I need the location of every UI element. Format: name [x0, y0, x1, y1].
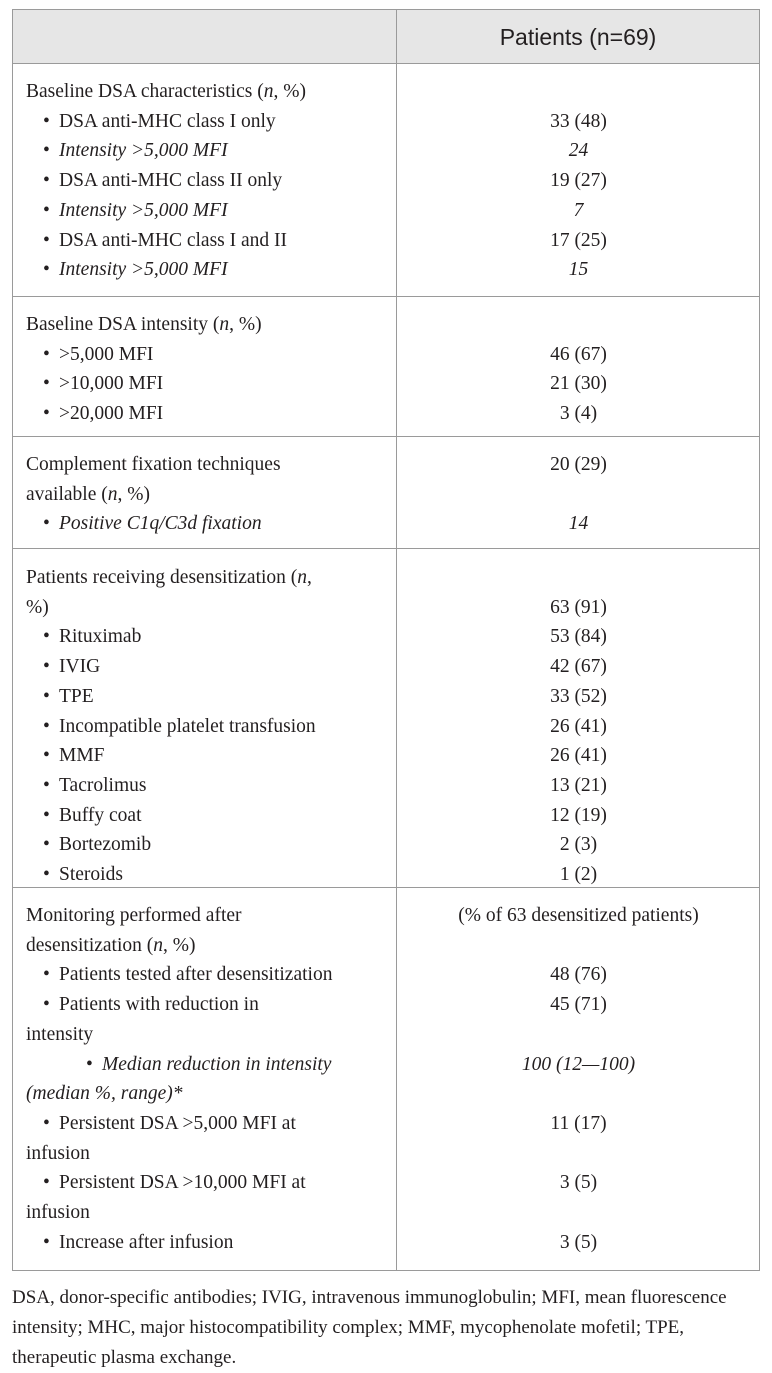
row-label-text: Persistent DSA >5,000 MFI at [59, 1112, 296, 1134]
table-row [13, 310, 759, 339]
row-label-text: infusion [26, 1142, 90, 1164]
table-row [13, 1050, 759, 1079]
table-row [13, 1198, 759, 1227]
row-label [43, 682, 94, 711]
table-row [13, 399, 759, 428]
row-label-text: Persistent DSA >10,000 MFI at [59, 1172, 306, 1194]
row-label-text: Intensity >5,000 MFI [59, 140, 228, 162]
row-label-text: intensity [26, 1023, 94, 1045]
row-label [43, 226, 287, 255]
row-value: 48 (76) [550, 964, 607, 986]
row-label-text: Baseline DSA characteristics ( [26, 81, 264, 102]
row-value: 12 (19) [550, 804, 607, 826]
row-value: 15 [568, 259, 589, 281]
row-label-text: Median reduction in intensity [102, 1053, 332, 1075]
row-label-text: Steroids [59, 864, 123, 885]
bullet-glyph: • [43, 774, 50, 796]
row-label [43, 255, 228, 284]
row-label [43, 399, 163, 428]
bullet-glyph: • [43, 804, 50, 826]
table-row [13, 622, 759, 651]
row-label [43, 830, 151, 859]
row-label [43, 860, 123, 889]
table-section [13, 437, 759, 549]
row-label-italic: n [153, 934, 164, 956]
row-label [26, 480, 150, 509]
table-row [13, 136, 759, 165]
table-section [13, 297, 759, 437]
row-label [43, 166, 282, 195]
row-value: 3 (5) [559, 1231, 598, 1253]
table-row [13, 480, 759, 509]
row-label [26, 310, 262, 339]
bullet-glyph: • [43, 994, 50, 1016]
row-label-text: Intensity >5,000 MFI [59, 259, 228, 281]
table-section [13, 888, 759, 1270]
table-row [13, 682, 759, 711]
bullet-glyph: • [43, 745, 50, 767]
row-label [43, 712, 316, 741]
table-row [13, 107, 759, 136]
row-label-text: Rituximab [59, 626, 142, 648]
row-label [26, 450, 281, 479]
bullet-glyph: • [43, 373, 50, 395]
row-label-end: , %) [273, 81, 306, 102]
bullet-glyph: • [43, 170, 50, 192]
row-value: 26 (41) [550, 715, 607, 737]
row-label-text: >10,000 MFI [59, 373, 164, 395]
table-row [13, 931, 759, 960]
table-footnote [12, 1283, 764, 1373]
row-label [26, 931, 196, 960]
bullet-glyph: • [43, 140, 50, 162]
row-value: 2 (3) [559, 834, 598, 856]
row-label-text: Baseline DSA intensity ( [26, 314, 220, 335]
bullet-glyph: • [43, 964, 50, 986]
row-label-end: , %) [229, 314, 262, 335]
row-label-text: desensitization ( [26, 934, 154, 956]
row-label [43, 1109, 296, 1138]
row-label [26, 77, 306, 106]
table-row [13, 830, 759, 859]
row-label-text: MMF [59, 745, 105, 767]
row-label [26, 563, 312, 592]
row-value: 11 (17) [550, 1112, 607, 1134]
row-label [43, 990, 259, 1019]
row-label [43, 196, 228, 225]
table-section [13, 549, 759, 888]
row-label [43, 509, 262, 538]
data-table [12, 9, 760, 1271]
table-row [13, 226, 759, 255]
row-label-text: infusion [26, 1202, 90, 1223]
row-value: 1 (2) [559, 864, 598, 885]
row-label-text: >5,000 MFI [59, 343, 154, 365]
row-value: 17 (25) [550, 229, 607, 251]
header-cell-empty [13, 10, 397, 63]
row-label [43, 107, 276, 136]
bullet-glyph: • [43, 656, 50, 678]
row-label-text: Patients with reduction in [59, 994, 259, 1016]
bullet-glyph: • [43, 110, 50, 132]
bullet-glyph: • [43, 834, 50, 856]
row-label-text: Tacrolimus [59, 774, 147, 796]
row-value: 100 (12—100) [521, 1053, 636, 1075]
row-label-text: Positive C1q/C3d fixation [59, 513, 262, 535]
row-label [43, 741, 105, 770]
row-label-text: Intensity >5,000 MFI [59, 199, 228, 221]
row-label-text: Complement fixation techniques [26, 454, 281, 475]
row-value: 53 (84) [550, 626, 607, 648]
table-header [13, 10, 759, 64]
table-row [13, 801, 759, 830]
row-label [43, 1228, 233, 1257]
row-value: 63 (91) [550, 596, 607, 618]
row-label-end: , %) [117, 483, 150, 505]
bullet-glyph: • [43, 259, 50, 281]
row-label [43, 652, 100, 681]
table-row [13, 1109, 759, 1138]
row-value: 45 (71) [550, 994, 607, 1016]
row-label-text: Increase after infusion [59, 1231, 234, 1253]
row-value: 3 (4) [559, 403, 598, 425]
footnote-line: therapeutic plasma exchange. [12, 1347, 237, 1368]
bullet-glyph: • [43, 403, 50, 425]
table-row [13, 563, 759, 592]
bullet-glyph: • [43, 199, 50, 221]
footnote-line: intensity; MHC, major histocompatibility complex; MMF, mycophenolate mofetil; TPE, [12, 1317, 685, 1338]
row-label [43, 622, 141, 651]
table-row [13, 741, 759, 770]
table-row [13, 593, 759, 622]
row-label [43, 136, 228, 165]
row-label-text: %) [26, 596, 49, 618]
row-label [43, 771, 146, 800]
table-row [13, 255, 759, 284]
bullet-glyph: • [43, 343, 50, 365]
row-label [43, 1168, 306, 1197]
table-row [13, 166, 759, 195]
table-row [13, 1228, 759, 1257]
row-value: 20 (29) [550, 454, 607, 475]
row-value: 14 [568, 513, 589, 535]
table-row [13, 340, 759, 369]
row-label [26, 1139, 90, 1168]
bullet-glyph: • [43, 864, 50, 885]
table-row [13, 196, 759, 225]
row-label [43, 340, 153, 369]
bullet-glyph: • [43, 229, 50, 251]
row-value: 33 (48) [550, 110, 607, 132]
row-value: 24 [568, 140, 589, 162]
table-row [13, 450, 759, 479]
table-row [13, 652, 759, 681]
table-row [13, 960, 759, 989]
row-label-text: Monitoring performed after [26, 905, 242, 926]
row-label-text: TPE [59, 685, 94, 707]
row-value: 7 [573, 199, 584, 221]
row-value: 46 (67) [550, 343, 607, 365]
table-row [13, 771, 759, 800]
table-row [13, 509, 759, 538]
row-label [43, 960, 332, 989]
row-label [26, 1198, 90, 1227]
row-value: 26 (41) [550, 745, 607, 767]
row-label [26, 1020, 93, 1049]
row-value: 21 (30) [550, 373, 607, 395]
row-label-italic: n [263, 81, 274, 102]
table-row [13, 901, 759, 930]
bullet-glyph: • [43, 626, 50, 648]
row-label-text: DSA anti-MHC class I only [59, 110, 276, 132]
row-value: (% of 63 desensitized patients) [458, 905, 699, 926]
bullet-glyph: • [86, 1053, 93, 1075]
bullet-glyph: • [43, 715, 50, 737]
row-label-text: available ( [26, 483, 108, 505]
row-label [26, 1079, 183, 1108]
row-label-end: , %) [163, 934, 196, 956]
row-label-italic: n [297, 567, 308, 588]
row-value: 33 (52) [550, 685, 607, 707]
row-label-text: (median %, range)* [26, 1083, 183, 1105]
bullet-glyph: • [43, 1172, 50, 1194]
row-label [26, 901, 242, 930]
table-row [13, 1020, 759, 1049]
row-label-text: Incompatible platelet transfusion [59, 715, 316, 737]
row-label-italic: n [107, 483, 118, 505]
table-row [13, 1079, 759, 1108]
row-label [26, 593, 49, 622]
row-value: 13 (21) [550, 774, 607, 796]
row-value: 19 (27) [550, 170, 607, 192]
row-label-text: Patients receiving desensitization ( [26, 567, 298, 588]
bullet-glyph: • [43, 1231, 50, 1253]
table-row [13, 990, 759, 1019]
row-label-text: Buffy coat [59, 804, 142, 826]
row-label-text: DSA anti-MHC class II only [59, 170, 283, 192]
bullet-glyph: • [43, 685, 50, 707]
header-patients: Patients (n=69) [499, 24, 657, 50]
bullet-glyph: • [43, 513, 50, 535]
row-value: 3 (5) [559, 1172, 598, 1194]
row-label-text: >20,000 MFI [59, 403, 164, 425]
row-label [86, 1050, 331, 1079]
table-row [13, 369, 759, 398]
row-label-text: Bortezomib [59, 834, 152, 856]
row-label-text: IVIG [59, 656, 101, 678]
table-row [13, 77, 759, 106]
row-label-text: DSA anti-MHC class I and II [59, 229, 288, 251]
row-label [43, 801, 142, 830]
row-value: 42 (67) [550, 656, 607, 678]
table-row [13, 712, 759, 741]
table-row [13, 1139, 759, 1168]
row-label [43, 369, 163, 398]
footnote-line: DSA, donor-specific antibodies; IVIG, intravenous immunoglobulin; MFI, mean fluorescence [12, 1287, 727, 1308]
table-section [13, 64, 759, 297]
table-row [13, 1168, 759, 1197]
bullet-glyph: • [43, 1112, 50, 1134]
row-label-end: , [307, 567, 312, 588]
row-label-italic: n [219, 314, 230, 335]
row-label-text: Patients tested after desensitization [59, 964, 333, 986]
table-row [13, 860, 759, 889]
